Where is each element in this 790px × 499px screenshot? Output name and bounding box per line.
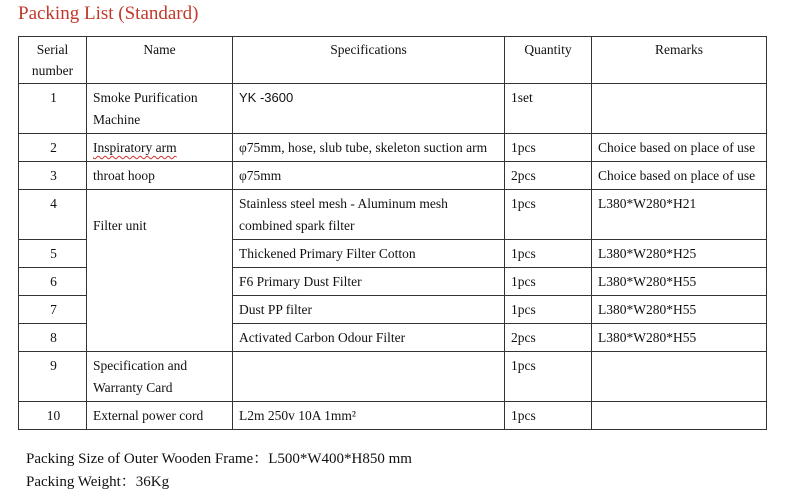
page-title: Packing List (Standard) bbox=[18, 3, 199, 24]
table-row bbox=[19, 352, 767, 402]
spec-cell: L2m 250v 10A 1mm² bbox=[233, 402, 505, 430]
serial-cell: 10 bbox=[19, 402, 87, 430]
serial-cell: 1 bbox=[19, 84, 87, 134]
spec-cell: Dust PP filter bbox=[233, 296, 505, 324]
name-cell: Filter unit bbox=[87, 190, 233, 352]
header-serial: Serial number bbox=[19, 37, 87, 84]
quantity-cell: 1pcs bbox=[505, 402, 592, 430]
remarks-cell bbox=[592, 84, 767, 134]
quantity-cell: 1set bbox=[505, 84, 592, 134]
header-remarks: Remarks bbox=[592, 37, 767, 84]
spec-cell: φ75mm bbox=[233, 162, 505, 190]
quantity-cell: 1pcs bbox=[505, 190, 592, 240]
name-cell bbox=[87, 134, 233, 162]
packing-weight-note: Packing Weight：36Kg bbox=[26, 474, 170, 490]
packing-notes bbox=[26, 448, 412, 494]
serial-cell: 6 bbox=[19, 268, 87, 296]
serial-cell: 3 bbox=[19, 162, 87, 190]
remarks-cell: L380*W280*H25 bbox=[592, 240, 767, 268]
spec-cell: φ75mm, hose, slub tube, skeleton suction arm bbox=[233, 134, 505, 162]
serial-cell: 4 bbox=[19, 190, 87, 240]
header-quantity: Quantity bbox=[505, 37, 592, 84]
quantity-cell: 2pcs bbox=[505, 324, 592, 352]
spec-cell: Activated Carbon Odour Filter bbox=[233, 324, 505, 352]
remarks-cell: L380*W280*H55 bbox=[592, 268, 767, 296]
quantity-cell: 1pcs bbox=[505, 134, 592, 162]
table-header-row bbox=[19, 37, 767, 84]
quantity-cell: 2pcs bbox=[505, 162, 592, 190]
table-row bbox=[19, 402, 767, 430]
serial-cell: 9 bbox=[19, 352, 87, 402]
remarks-cell: L380*W280*H21 bbox=[592, 190, 767, 240]
remarks-cell bbox=[592, 352, 767, 402]
spec-cell: YK -3600 bbox=[233, 84, 505, 134]
name-text: Inspiratory arm bbox=[93, 140, 177, 155]
table-row bbox=[19, 84, 767, 134]
spec-cell bbox=[233, 352, 505, 402]
quantity-cell: 1pcs bbox=[505, 296, 592, 324]
quantity-cell: 1pcs bbox=[505, 268, 592, 296]
name-cell: Smoke Purification Machine bbox=[87, 84, 233, 134]
remarks-cell: L380*W280*H55 bbox=[592, 296, 767, 324]
table-row bbox=[19, 134, 767, 162]
spec-cell: F6 Primary Dust Filter bbox=[233, 268, 505, 296]
remarks-cell: Choice based on place of use bbox=[592, 162, 767, 190]
quantity-cell: 1pcs bbox=[505, 240, 592, 268]
name-cell: throat hoop bbox=[87, 162, 233, 190]
remarks-cell bbox=[592, 402, 767, 430]
packing-list-table bbox=[18, 36, 767, 430]
serial-cell: 5 bbox=[19, 240, 87, 268]
name-cell: External power cord bbox=[87, 402, 233, 430]
serial-cell: 2 bbox=[19, 134, 87, 162]
quantity-cell: 1pcs bbox=[505, 352, 592, 402]
spec-cell: Stainless steel mesh - Aluminum mesh combined spark filter bbox=[233, 190, 505, 240]
table-row bbox=[19, 190, 767, 240]
serial-cell: 8 bbox=[19, 324, 87, 352]
header-specifications: Specifications bbox=[233, 37, 505, 84]
remarks-cell: Choice based on place of use bbox=[592, 134, 767, 162]
spec-cell: Thickened Primary Filter Cotton bbox=[233, 240, 505, 268]
name-cell: Specification and Warranty Card bbox=[87, 352, 233, 402]
table-row bbox=[19, 162, 767, 190]
packing-size-note: Packing Size of Outer Wooden Frame：L500*W400*H850 mm bbox=[26, 451, 412, 467]
serial-cell: 7 bbox=[19, 296, 87, 324]
header-name: Name bbox=[87, 37, 233, 84]
remarks-cell: L380*W280*H55 bbox=[592, 324, 767, 352]
